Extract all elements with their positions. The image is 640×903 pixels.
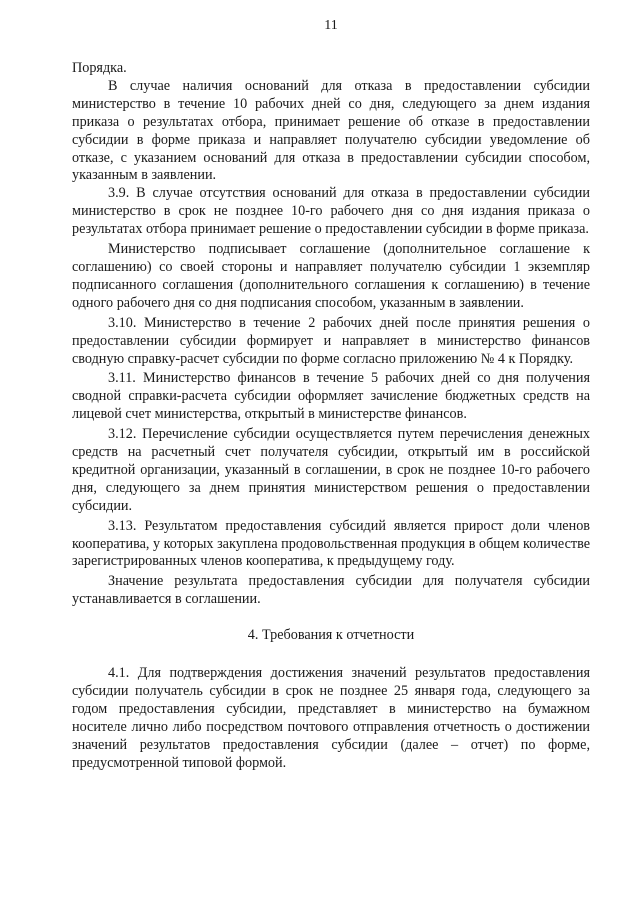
- paragraph: Значение результата предоставления субсидии для получателя субсидии устанавливается в соглашении.: [72, 573, 590, 608]
- document-body: [72, 60, 590, 773]
- paragraph: 4.1. Для подтверждения достижения значений результатов предоставления субсидии получатель субсидии в срок не позднее 25 января года, следующего за годом предоставления субсидии, представляет в министерство на бумажном носителе лично либо посредством почтового отправления отчетность о достижении значений результатов предоставления субсидии (далее – отчет) по форме, предусмотренной типовой формой.: [72, 665, 590, 771]
- page-number: 11: [324, 18, 338, 33]
- paragraph: В случае наличия оснований для отказа в предоставлении субсидии министерство в течение 10 рабочих дней со дня, следующего за днем издания приказа о результатах отбора, принимает решение об отказе в предоставлении субсидии в форме приказа и направляет получателю субсидии уведомление об отказе, с указанием оснований для отказа в предоставлении субсидии способом, указанным в заявлении.: [72, 77, 590, 184]
- paragraph: 3.13. Результатом предоставления субсидий является прирост доли членов кооператива, у которых закуплена продовольственная продукция в общем количестве зарегистрированных членов кооператива, к предыдущему году.: [72, 517, 590, 570]
- paragraph: Министерство подписывает соглашение (дополнительное соглашение к соглашению) со своей стороны и направляет получателю субсидии 1 экземпляр подписанного соглашения (дополнительного соглашения к соглашению) в течение одного рабочего дня со дня подписания способом, указанным в заявлении.: [72, 241, 590, 311]
- paragraph: Порядка.: [72, 60, 127, 76]
- section-heading: 4. Требования к отчетности: [247, 627, 415, 644]
- paragraph: 3.12. Перечисление субсидии осуществляется путем перечисления денежных средств на расчетный счет получателя субсидии, открытый им в российской кредитной организации, указанный в соглашении, в срок не позднее 10-го рабочего дня, следующего за днем принятия министерством решения о предоставлении субсидии.: [72, 426, 590, 514]
- paragraph: 3.10. Министерство в течение 2 рабочих дней после принятия решения о предоставлении субсидии формирует и направляет в министерство финансов сводную справку-расчет субсидии по форме согласно приложению № 4 к Порядку.: [72, 314, 590, 367]
- paragraph: 3.9. В случае отсутствия оснований для отказа в предоставлении субсидии министерство в срок не позднее 10-го рабочего дня со дня издания приказа о результатах отбора принимает решение о предоставлении субсидии в форме приказа.: [72, 185, 590, 238]
- paragraph: 3.11. Министерство финансов в течение 5 рабочих дней со дня получения сводной справки-расчета субсидии оформляет зачисление бюджетных средств на лицевой счет министерства, открытый в министерстве финансов.: [72, 370, 590, 423]
